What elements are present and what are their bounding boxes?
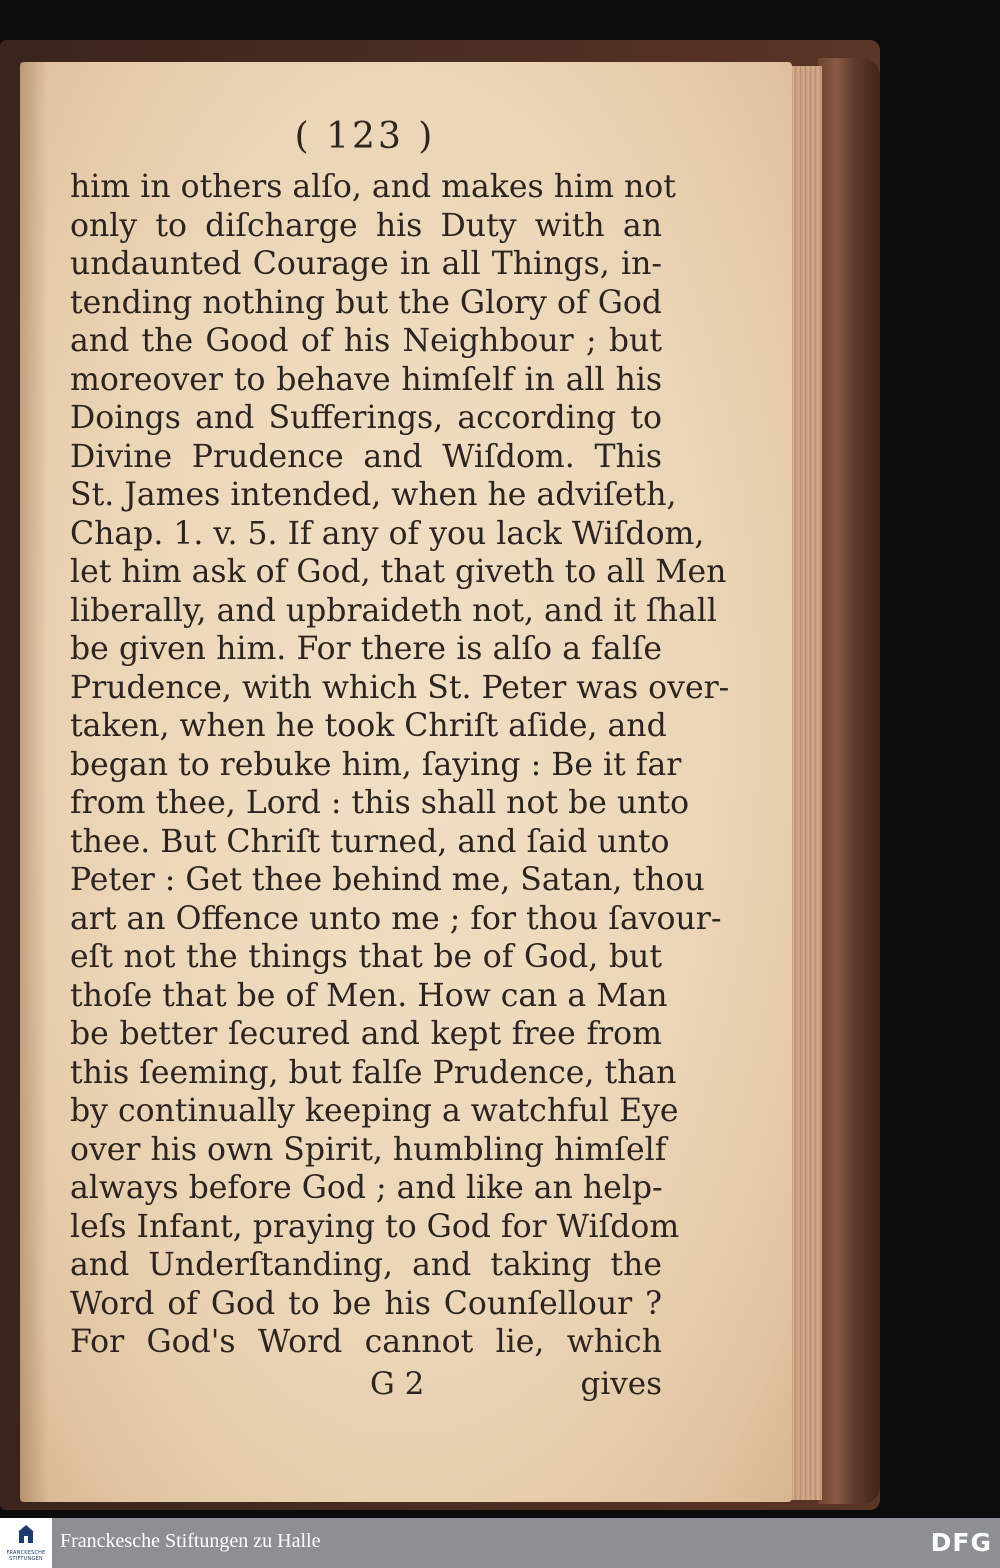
book-fore-edge-binding [818, 58, 880, 1504]
text-line: For God's Word cannot lie, which [70, 1324, 662, 1360]
text-line: undaunted Courage in all Things, in- [70, 246, 662, 282]
text-line: taken, when he took Chriſt aſide, and [70, 708, 667, 744]
text-line: Doings and Sufferings, according to [70, 400, 662, 436]
text-line: St. James intended, when he adviſeth, [70, 477, 677, 513]
text-line: let him ask of God, that giveth to all Men [70, 554, 727, 590]
text-line: eſt not the things that be of God, but [70, 939, 662, 975]
logo-text: FRANCKESCHE STIFTUNGEN [6, 1550, 46, 1562]
signature-mark: G 2 [370, 1366, 425, 1402]
text-line: and Underſtanding, and taking the [70, 1247, 662, 1283]
text-line: began to rebuke him, ſaying : Be it far [70, 746, 682, 783]
text-line: over his own Spirit, humbling himſelf [70, 1131, 667, 1168]
text-line: be better ſecured and kept free from [70, 1016, 662, 1052]
text-line: him in others alſo, and makes him not [70, 169, 676, 205]
page-footer-line [70, 1366, 662, 1406]
institution-logo[interactable] [0, 1518, 52, 1568]
dfg-logo[interactable]: DFG [930, 1528, 992, 1557]
text-line: art an Offence unto me ; for thou ſavour- [70, 900, 722, 937]
catchword: gives [580, 1366, 662, 1402]
institution-name[interactable]: Franckesche Stiftungen zu Halle [60, 1530, 321, 1552]
text-line: Divine Prudence and Wiſdom. This [70, 438, 662, 475]
building-icon [18, 1524, 34, 1544]
text-line: Word of God to be his Counſellour ? [70, 1285, 662, 1322]
text-line: Prudence, with which St. Peter was over- [70, 669, 730, 706]
text-line: this ſeeming, but falſe Prudence, than [70, 1054, 677, 1091]
text-line: tending nothing but the Glory of God [70, 284, 662, 321]
text-line: Chap. 1. v. 5. If any of you lack Wiſdom, [70, 515, 705, 552]
text-line: leſs Infant, praying to God for Wiſdom [70, 1208, 680, 1245]
text-line: moreover to behave himſelf in all his [70, 361, 662, 398]
text-line: always before God ; and like an help- [70, 1170, 663, 1206]
text-line: be given him. For there is alſo a falſe [70, 631, 662, 667]
text-line: Peter : Get thee behind me, Satan, thou [70, 862, 705, 898]
text-line: by continually keeping a watchful Eye [70, 1093, 679, 1129]
text-line: from thee, Lord : this shall not be unto [70, 785, 690, 821]
body-text [70, 168, 730, 1362]
text-line: only to diſcharge his Duty with an [70, 207, 662, 244]
text-line: thee. But Chriſt turned, and ſaid unto [70, 823, 670, 860]
viewer-footer-bar [0, 1518, 1000, 1568]
gutter-shadow [20, 62, 48, 1502]
text-line: liberally, and upbraideth not, and it ſhall [70, 592, 717, 629]
text-line: and the Good of his Neighbour ; but [70, 323, 662, 359]
text-line: thoſe that be of Men. How can a Man [70, 977, 668, 1014]
page-number: ( 123 ) [294, 116, 436, 157]
